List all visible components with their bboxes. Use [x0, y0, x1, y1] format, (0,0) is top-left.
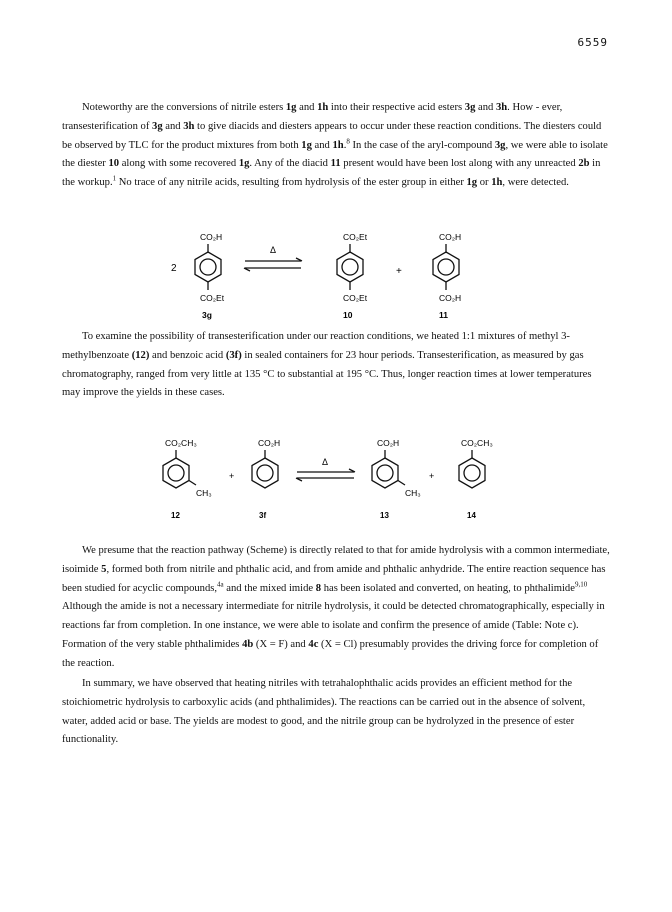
compound-3f-top-group: CO₂H — [258, 438, 281, 448]
scheme-transesterification-diester — [0, 222, 672, 322]
heat-delta-label: Δ — [322, 457, 329, 467]
compound-10-top-group: CO₂Et — [343, 232, 368, 242]
benzene-ring-14 — [459, 450, 485, 488]
heat-delta-label: Δ — [270, 245, 277, 255]
equilibrium-arrow — [296, 469, 355, 481]
benzene-ring-3g — [195, 244, 221, 290]
paragraph-nitrile-esters: Noteworthy are the conversions of nitrile esters 1g and 1h into their respective acid esters 3g and 3h. How - ever, transesterification of 3g and 3h to give diacids and diesters appears to occur under these reaction conditions. The diesters could be observed by TLC for the product mixtures from both 1g and 1h.$^8$ In the case of the aryl-compound 3g, we were able to isolate the diester 10 along with some recovered 1g. Any of the diacid 11 present would have been lost along with any unreacted 2b in the workup.$^1$ No trace of any nitrile acids, resulting from hydrolysis of the ester group in either 1g or 1h, were detected. — [62, 102, 608, 189]
compound-label-10: 10 — [343, 310, 353, 320]
compound-label-14: 14 — [467, 511, 476, 520]
scheme-methyl-ester-exchange — [0, 436, 672, 526]
compound-14-top-group: CO₂CH₃ — [461, 438, 493, 448]
plus-sign: + — [396, 266, 402, 277]
compound-label-3g: 3g — [202, 310, 212, 320]
stoichiometric-coefficient: 2 — [171, 263, 177, 274]
benzene-ring-3f — [252, 450, 278, 488]
benzene-ring-11 — [433, 244, 459, 290]
compound-13-methyl: CH₃ — [405, 488, 421, 498]
compound-3g-top-group: CO₂H — [200, 232, 223, 242]
benzene-ring-12 — [163, 450, 196, 488]
compound-12-methyl: CH₃ — [196, 488, 212, 498]
compound-11-top-group: CO₂H — [439, 232, 462, 242]
paragraph-summary: In summary, we have observed that heating nitriles with tetrahalophthalic acids provides an efficient method for the stoichiometric hydrolysis to carboxylic acids (and phthalimides). The reactions can be carried out in the absence of solvent, water, added acid or base. The yields are modest to good, and the nitrile group can be hydrolyzed in the presence of ester functionality. — [62, 678, 586, 746]
compound-label-11: 11 — [439, 310, 448, 320]
compound-label-3f: 3f — [259, 511, 267, 520]
compound-label-12: 12 — [171, 511, 180, 520]
compound-12-top-group: CO₂CH₃ — [165, 438, 197, 448]
compound-label-13: 13 — [380, 511, 389, 520]
equilibrium-arrow — [244, 258, 302, 271]
plus-sign-left: + — [229, 471, 235, 481]
page-number: 6559 — [577, 36, 608, 49]
benzene-ring-13 — [372, 450, 405, 488]
benzene-ring-10 — [337, 244, 363, 290]
paragraph-transesterification-test: To examine the possibility of transesterification under our reaction conditions, we heated 1:1 mixtures of methyl 3-methylbenzoate (12) and benzoic acid (3f) in sealed containers for 23 hour periods. Transesterification, as measured by gas chromatography, ranged from very little at 135 °C to substantial at 195 °C. Thus, longer reaction times at lower temperatures may improve the yields in these cases. — [62, 331, 592, 399]
paragraph-reaction-pathway: We presume that the reaction pathway (Scheme) is directly related to that for amide hydrolysis with a common intermediate, isoimide 5, formed both from nitrile and phthalic acid, and from amide and phthalic anhydride. The entire reaction sequence has been studied for acyclic compounds,$^{4a}$ and the mixed imide 8 has been isolated and converted, on heating, to phthalimide$^{9,10}$ Although the amide is not a necessary intermediate for nitrile hydrolysis, it could be detected chromatographically, especially in reactions far from completion. In one instance, we were able to isolate and confirm the presence of amide (Table: Note c). Formation of the very stable phthalimides 4b (X = F) and 4c (X = Cl) presumably provides the driving force for completion of the reaction. — [62, 545, 610, 669]
compound-11-bottom-group: CO₂H — [439, 293, 462, 303]
compound-13-top-group: CO₂H — [377, 438, 400, 448]
plus-sign-right: + — [429, 471, 435, 481]
compound-10-bottom-group: CO₂Et — [343, 293, 368, 303]
compound-3g-bottom-group: CO₂Et — [200, 293, 225, 303]
